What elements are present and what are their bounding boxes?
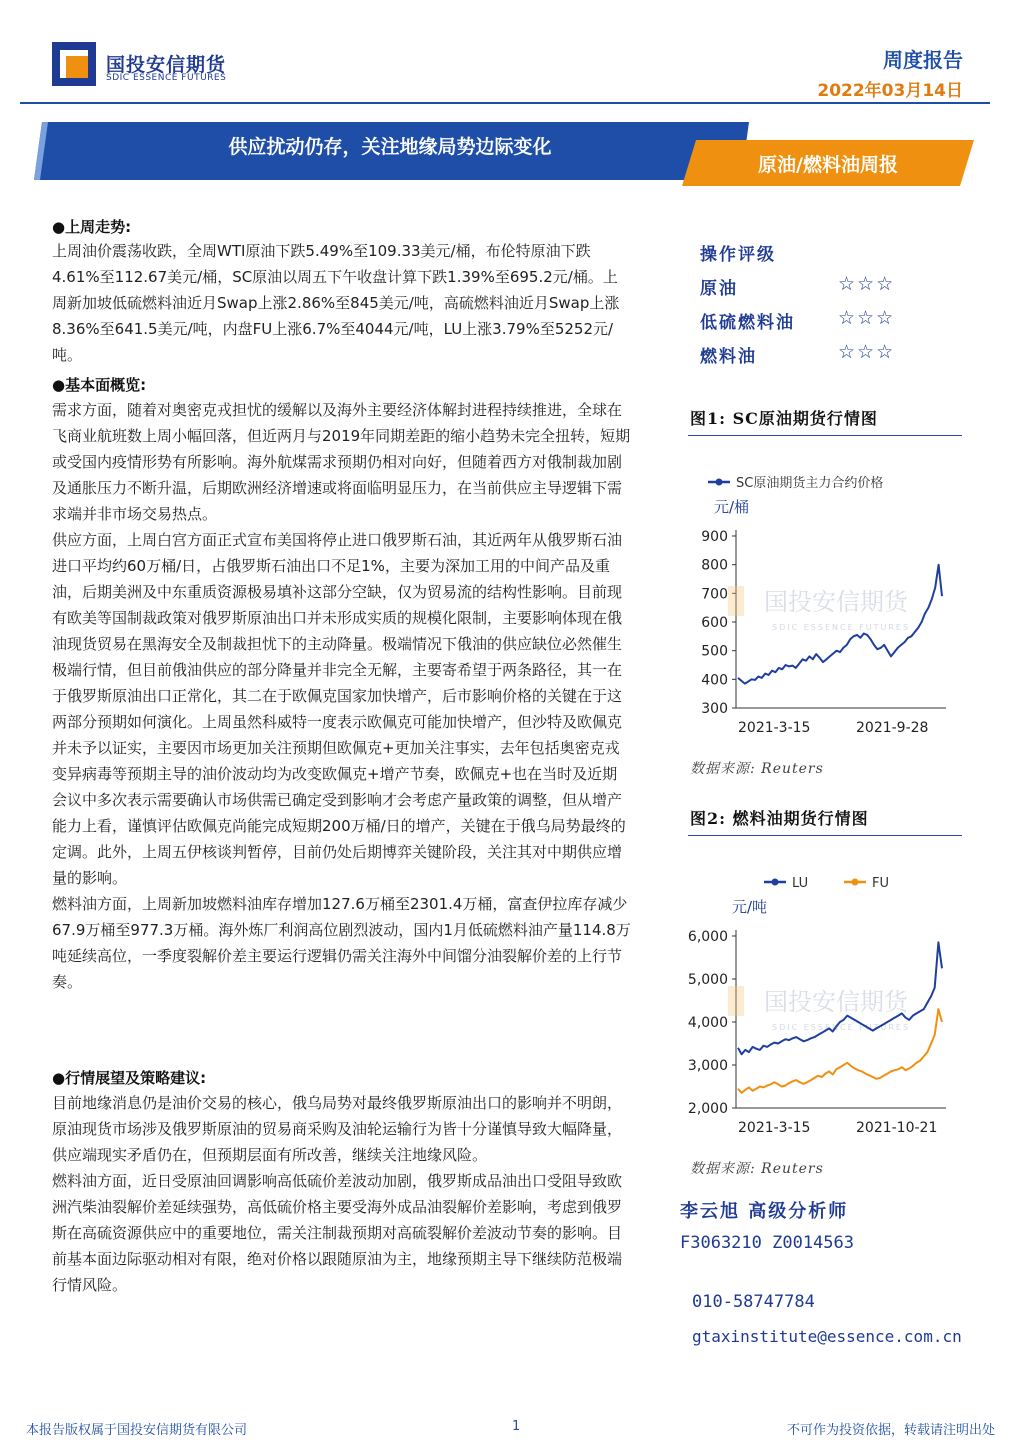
rating-name: 原油: [700, 279, 738, 299]
section-body-last-week: [52, 238, 632, 368]
x-tick-label: 2021-10-21: [856, 1120, 938, 1136]
y-axis-unit: 元/吨: [732, 898, 768, 916]
company-name-en: SDIC ESSENCE FUTURES: [106, 73, 227, 83]
rating-stars: ☆☆☆: [838, 307, 896, 329]
figure-2-source: 数据来源: Reuters: [690, 1161, 824, 1177]
legend-marker: [852, 879, 859, 886]
chart-1: [684, 462, 974, 746]
chart-2: [684, 862, 974, 1146]
figure-2-title: 图2: 燃料油期货行情图: [690, 809, 869, 828]
report-category: 原油/燃料油周报: [758, 154, 898, 176]
figure-2-divider: [688, 835, 962, 836]
x-tick-label: 2021-9-28: [856, 720, 929, 736]
y-tick-label: 400: [701, 672, 728, 689]
paragraph: 燃料油方面，近日受原油回调影响高低硫价差波动加剧，俄罗斯成品油出口受阻导致欧洲汽柴油裂解价差延续强势，高低硫价格主要受海外成品油裂解价差影响，考虑到俄罗斯在高硫资源供应中的重要地位，需关注制裁预期对高硫裂解价差波动节奏的影响。目前基本面边际驱动相对有限，绝对价格以跟随原油为主，地缘预期主导下继续防范极端行情风险。: [52, 1172, 623, 1294]
section-heading-last-week: ●上周走势:: [52, 218, 132, 236]
rating-stars: ☆☆☆: [838, 273, 896, 295]
watermark-logo-icon: [728, 586, 744, 616]
paragraph: 上周油价震荡收跌，全周WTI原油下跌5.49%至109.33美元/桶，布伦特原油下跌4.61%至112.67美元/桶，SC原油以周五下午收盘计算下跌1.39%至695.2元/桶。上周新加坡低硫燃料油近月Swap上涨2.86%至845美元/吨，高硫燃料油近月Swap上涨8.36%至641.5美元/吨，内盘FU上涨6.7%至4044元/吨，LU上涨3.79%至5252元/吨。: [52, 242, 620, 364]
footer-disclaimer: 不可作为投资依据，转载请注明出处: [786, 1423, 995, 1438]
y-tick-label: 800: [701, 557, 728, 574]
y-tick-label: 4,000: [687, 1015, 728, 1031]
paragraph: 燃料油方面，上周新加坡燃料油库存增加127.6万桶至2301.4万桶，富查伊拉库存减少67.9万桶至977.3万桶。海外炼厂利润高位剧烈波动，国内1月低硫燃料油产量114.8万吨延续高位，一季度裂解价差主要运行逻辑仍需关注海外中间馏分油裂解价差的上行节奏。: [52, 895, 631, 991]
company-name-cn: 国投安信期货: [106, 54, 227, 76]
report-type: 周度报告: [883, 48, 963, 72]
watermark-logo-icon: [728, 986, 744, 1016]
legend-label: SC原油期货主力合约价格: [736, 476, 884, 491]
y-tick-label: 3,000: [687, 1058, 728, 1074]
y-axis-unit: 元/桶: [714, 498, 750, 516]
y-tick-label: 5,000: [687, 972, 728, 988]
legend-marker: [772, 879, 779, 886]
figure-1-source: 数据来源: Reuters: [690, 761, 824, 777]
analyst-phone: 010-58747784: [692, 1292, 815, 1312]
y-tick-label: 700: [701, 586, 728, 603]
paragraph: 供应方面，上周白宫方面正式宣布美国将停止进口俄罗斯石油，其近两年从俄罗斯石油进口平均约60万桶/日，占俄罗斯石油出口不足1%，主要为深加工用的中间产品及重油，后期美洲及中东重质资源极易填补这部分空缺，仅为贸易流的结构性影响。目前现有欧美等国制裁政策对俄罗斯原油出口并未形成实质的规模化限制，主要影响体现在俄油现货贸易在黑海安全及制裁担忧下的主动降量。极端情况下俄油的供应缺位必然催生极端行情，但目前俄油供应的部分降量并非完全无解，主要寄希望于两条路径，其一在于俄罗斯原油出口正常化，其二在于欧佩克国家加快增产，后市影响价格的关键在于这两部分预期如何演化。上周虽然科威特一度表示欧佩克可能加快增产，但沙特及欧佩克并未予以证实，主要因市场更加关注预期但欧佩克+更加关注事实，去年包括奥密克戎变异病毒等预期主导的油价波动均为改变欧佩克+增产节奏，欧佩克+也在当时及近期会议中多次表示需要确认市场供需已确定受到影响才会考虑产量政策的调整，但从增产能力上看，谨慎评估欧佩克尚能完成短期200万桶/日的增产，关键在于俄乌局势最终的定调。此外，上周五伊核谈判暂停，目前仍处后期博弈关键阶段，关注其对中期供应增量的影响。: [52, 531, 626, 887]
watermark: 国投安信期货: [764, 988, 908, 1016]
watermark-en: SDIC ESSENCE FUTURES: [772, 1023, 911, 1032]
section-body-outlook: [52, 1090, 632, 1298]
report-date: 2022年03月14日: [817, 81, 963, 101]
watermark: 国投安信期货: [764, 588, 908, 616]
y-tick-label: 2,000: [687, 1101, 728, 1117]
paragraph: 目前地缘消息仍是油价交易的核心，俄乌局势对最终俄罗斯原油出口的影响并不明朗，原油现货市场涉及俄罗斯原油的贸易商采购及油轮运输行为皆十分谨慎导致大幅降量，供应端现实矛盾仍在，但预期层面有所改善，继续关注地缘风险。: [52, 1094, 623, 1164]
legend-marker: [716, 479, 723, 486]
footer-copyright: 本报告版权属于国投安信期货有限公司: [26, 1423, 248, 1438]
analyst-name: 李云旭 高级分析师: [680, 1201, 849, 1222]
paragraph: 需求方面，随着对奥密克戎担忧的缓解以及海外主要经济体解封进程持续推进，全球在飞商业航班数上周小幅回落，但近两月与2019年同期差距的缩小趋势未完全扭转，短期或受国内疫情形势有所影响。海外航煤需求预期仍相对向好，但随着西方对俄制裁加剧及通胀压力不断升温，后期欧洲经济增速或将面临明显压力，在当前供应主导逻辑下需求端并非市场交易热点。: [52, 401, 631, 523]
rating-name: 低硫燃料油: [700, 313, 795, 333]
report-title: 供应扰动仍存，关注地缘局势边际变化: [228, 136, 552, 158]
watermark-en: SDIC ESSENCE FUTURES: [772, 623, 911, 632]
x-tick-label: 2021-3-15: [738, 1120, 811, 1136]
rating-name: 燃料油: [700, 347, 757, 367]
rating-title: 操作评级: [700, 245, 776, 265]
header-divider: [20, 102, 990, 104]
section-heading-outlook: ●行情展望及策略建议:: [52, 1069, 207, 1087]
figure-1-divider: [688, 435, 962, 436]
analyst-email[interactable]: gtaxinstitute@essence.com.cn: [692, 1327, 962, 1346]
y-tick-label: 6,000: [687, 929, 728, 945]
figure-1-title: 图1: SC原油期货行情图: [690, 409, 878, 428]
analyst-license: F3063210 Z0014563: [680, 1233, 854, 1253]
section-heading-fundamentals: ●基本面概览:: [52, 376, 147, 394]
legend-label: FU: [872, 876, 889, 891]
y-tick-label: 600: [701, 615, 728, 631]
legend-label: LU: [792, 876, 809, 891]
y-tick-label: 900: [701, 529, 728, 545]
company-logo-icon: [52, 42, 96, 86]
x-tick-label: 2021-3-15: [738, 720, 811, 736]
y-tick-label: 300: [701, 701, 728, 717]
rating-stars: ☆☆☆: [838, 341, 896, 363]
y-tick-label: 500: [701, 643, 728, 660]
section-body-fundamentals: [52, 397, 632, 995]
page-number: 1: [512, 1419, 521, 1434]
